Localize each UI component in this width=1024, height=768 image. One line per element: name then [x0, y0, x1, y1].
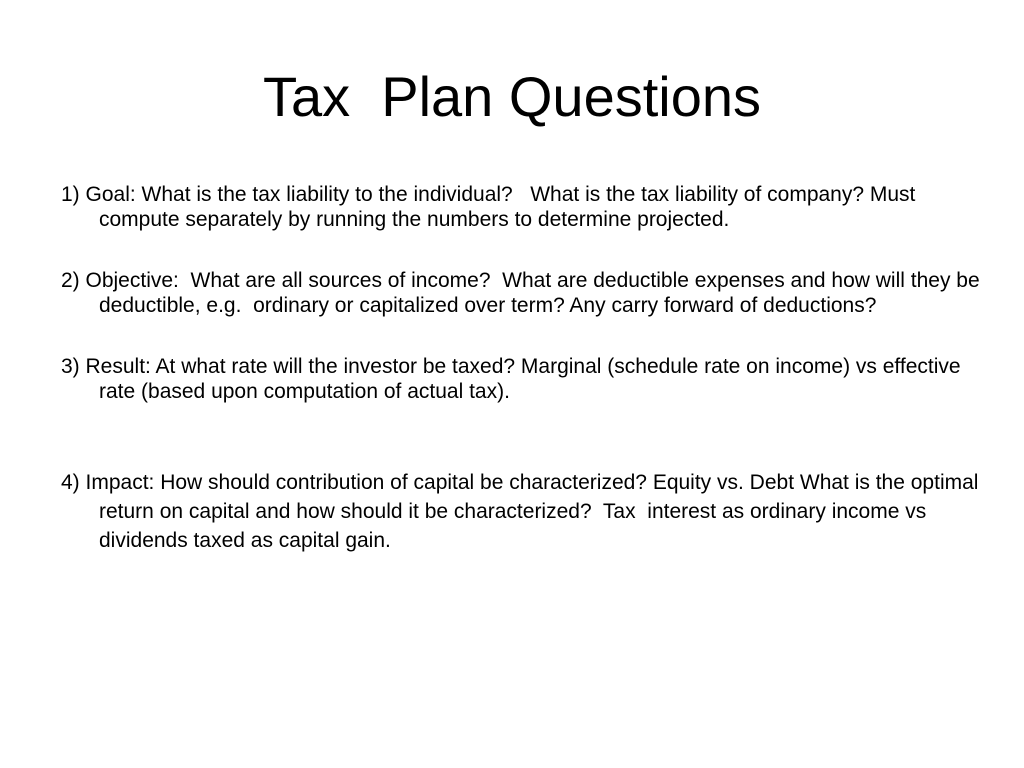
question-list: [61, 182, 986, 555]
list-item-impact: 4) Impact: How should contribution of capital be characterized? Equity vs. Debt What is the optimal return on capital and how should it be characterized? Tax interest as ordinary income vs dividends taxed as capital gain.: [61, 471, 985, 552]
list-item-objective: 2) Objective: What are all sources of income? What are deductible expenses and how will they be deductible, e.g. ordinary or capitalized over term? Any carry forward of deductions?: [61, 269, 986, 317]
list-item-goal: 1) Goal: What is the tax liability to the individual? What is the tax liability of company? Must compute separately by running the numbers to determine projected.: [61, 183, 922, 231]
slide-title: Tax Plan Questions: [262, 65, 762, 128]
list-item-result: 3) Result: At what rate will the investor be taxed? Marginal (schedule rate on income) vs effective rate (based upon computation of actual tax).: [61, 355, 967, 403]
